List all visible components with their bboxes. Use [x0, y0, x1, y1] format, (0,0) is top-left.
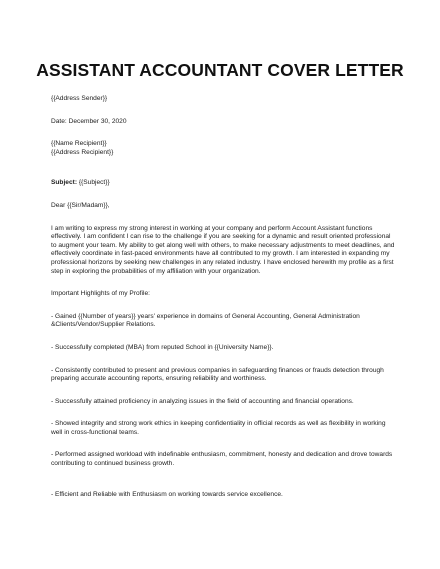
highlight-item: - Successfully attained proficiency in analyzing issues in the field of accounting and financial operations.	[51, 397, 354, 405]
address-sender: {{Address Sender}}	[51, 95, 108, 102]
document-title: ASSISTANT ACCOUNTANT COVER LETTER	[36, 60, 404, 80]
letter-body	[51, 95, 396, 499]
letter-date: Date: December 30, 2020	[51, 117, 127, 125]
recipient-address: {{Address Recipient}}	[51, 148, 114, 156]
subject-label: Subject:	[51, 179, 78, 187]
highlight-item: - Showed integrity and strong work ethics in keeping confidentiality in official records as well as flexibility in working well in cross-functional teams.	[51, 420, 386, 436]
subject-line	[51, 179, 396, 188]
subject-value: {{Subject}}	[77, 179, 110, 187]
highlights-heading: Important Highlights of my Profile:	[51, 290, 150, 298]
highlight-item: - Gained {{Number of years}} years' experience in domains of General Accounting, General Administration &Clients/Vendor/Supplier Relations.	[51, 312, 360, 329]
highlight-item: - Performed assigned workload with indefinable enthusiasm, commitment, honesty and dedication and drove towards contributing to continued business growth.	[51, 451, 393, 468]
highlight-item: - Consistently contributed to present and previous companies in safeguarding finances or frauds detection through preparing accurate accounting reports, ensuring reliability and worthiness.	[51, 366, 384, 383]
recipient-name: {{Name Recipient}}	[51, 140, 107, 148]
salutation: Dear {{Sir/Madam}},	[51, 201, 110, 209]
intro-paragraph: I am writing to express my strong interest in working at your company and perform Account Assistant functions effectively. I am confident I can rise to the challenge if you are seeking for a dynamic and result oriented professional to augment your team. My ability to get along well with others, to make necessary adjustments to meet deadlines, and effectively coordinate in fast-paced environments have all contributed to my growth. I am interested in expanding my professional horizons by seeking new challenges in any related industry. I have enclosed herewith my profile as a first step in exploring the probabilities of my affiliation with your organization.	[51, 224, 395, 275]
highlight-item: - Successfully completed (MBA) from reputed School in {{University Name}}.	[51, 343, 274, 351]
final-highlight: - Efficient and Reliable with Enthusiasm on working towards service excellence.	[51, 490, 283, 498]
